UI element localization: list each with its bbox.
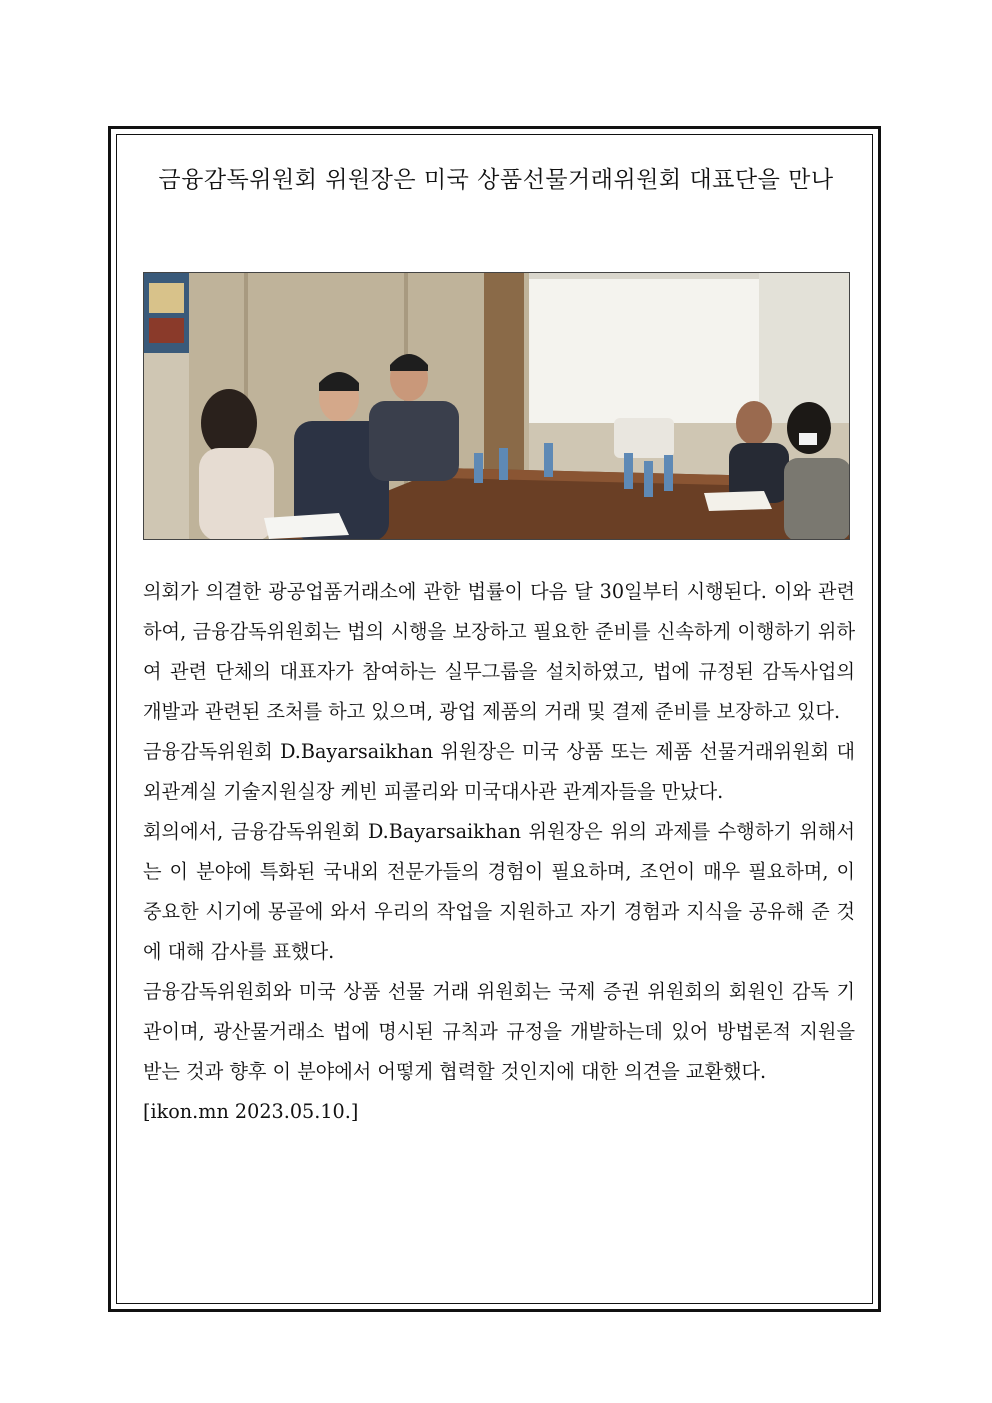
article-paragraph-3: 회의에서, 금융감독위원회 D.Bayarsaikhan 위원장은 위의 과제를 수행하기 위해서는 이 분야에 특화된 국내외 전문가들의 경험이 필요하며, 조언이 매우 필요하며, 이 중요한 시기에 몽골에 와서 우리의 작업을 지원하고 자기 경험과 지식을 공유해 준 것에 대해 감사를 표했다. [143, 820, 855, 963]
article-paragraph-4: 금융감독위원회와 미국 상품 선물 거래 위원회는 국제 증권 위원회의 회원인 감독 기관이며, 광산물거래소 법에 명시된 규칙과 규정을 개발하는데 있어 방법론적 지원을 받는 것과 향후 이 분야에서 어떻게 협력할 것인지에 대한 의견을 교환했다. [143, 980, 855, 1083]
article-paragraph-2: 금융감독위원회 D.Bayarsaikhan 위원장은 미국 상품 또는 제품 선물거래위원회 대외관계실 기술지원실장 케빈 피콜리와 미국대사관 관계자들을 만났다. [143, 740, 855, 803]
article-body [143, 572, 855, 1132]
article-title: 금융감독위원회 위원장은 미국 상품선물거래위원회 대표단을 만나 [158, 167, 834, 193]
article-paragraph-1: 의회가 의결한 광공업품거래소에 관한 법률이 다음 달 30일부터 시행된다. 이와 관련하여, 금융감독위원회는 법의 시행을 보장하고 필요한 준비를 신속하게 이행하기 위하여 관련 단체의 대표자가 참여하는 실무그룹을 설치하였고, 법에 규정된 감독사업의 개발과 관련된 조처를 하고 있으며, 광업 제품의 거래 및 결제 준비를 보장하고 있다. [143, 580, 855, 723]
meeting-photo [143, 272, 850, 540]
article-source: [ikon.mn 2023.05.10.] [143, 1100, 359, 1123]
